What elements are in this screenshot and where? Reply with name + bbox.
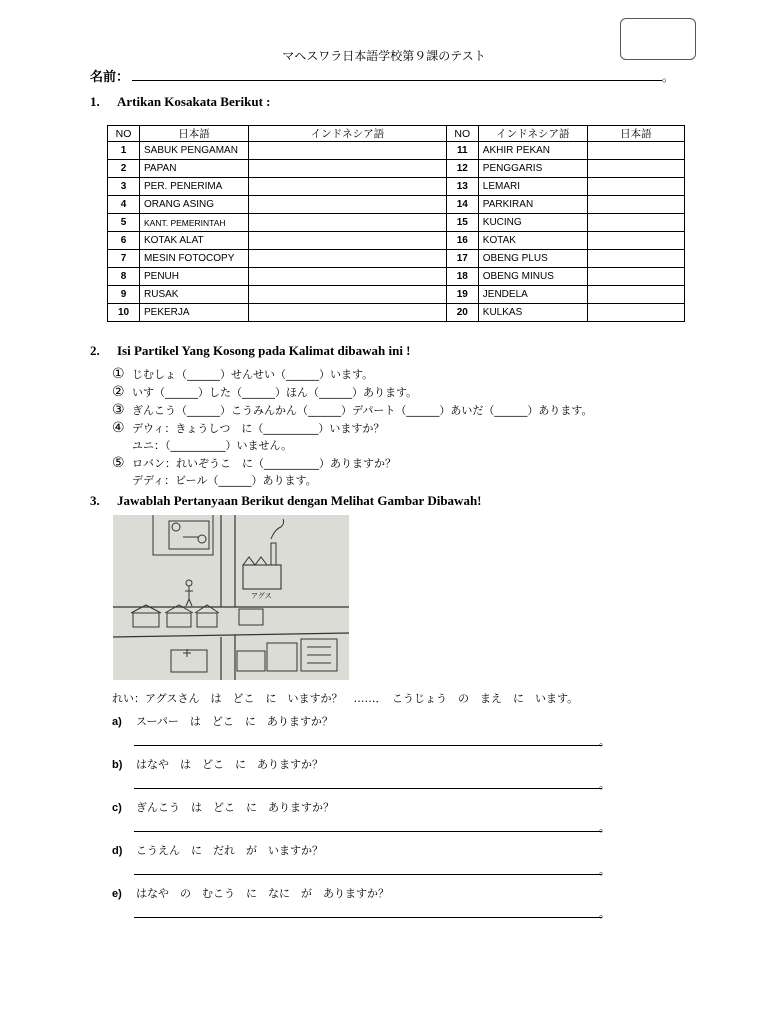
answer-cell[interactable] [587,250,684,268]
answer-cell[interactable] [249,250,447,268]
japanese-word: ORANG ASING [140,196,249,214]
picture-question [112,756,323,772]
answer-cell[interactable] [249,160,447,178]
question-label: d) [112,845,123,857]
section-1-title: Artikan Kosakata Berikut : [117,94,271,109]
answer-cell[interactable] [587,232,684,250]
vocab-table [107,125,685,322]
section-1-heading [90,94,270,110]
section-3-title: Jawablah Pertanyaan Berikut dengan Melihat Gambar Dibawah! [117,493,482,508]
example-sentence: れい：アグスさん は どこ に いますか？ ……． こうじょう の まえ に います。 [112,692,579,705]
particle-question-line [112,402,592,418]
particle-question-line [112,384,417,400]
indonesian-word: LEMARI [478,178,587,196]
row-number: 5 [108,214,140,232]
table-row [108,250,685,268]
answer-line[interactable] [134,831,602,832]
name-field[interactable] [132,80,662,81]
section-2-heading [90,343,411,359]
row-number: 13 [446,178,478,196]
question-text: ぎんこう（______）こうみんかん（______）デパート（______）あいだ（______）あります。 [132,404,593,417]
answer-line[interactable] [134,874,602,875]
japanese-word: PENUH [140,268,249,286]
answer-cell[interactable] [587,196,684,214]
answer-cell[interactable] [587,142,684,160]
question-text: じむしょ（______）せんせい（______）います。 [132,368,374,381]
question-number-mark: ④ [112,420,125,436]
answer-end-mark: 。 [599,864,610,877]
picture-question [112,799,334,815]
answer-cell[interactable] [587,214,684,232]
col-header: インドネシア語 [478,126,587,142]
row-number: 16 [446,232,478,250]
table-row [108,214,685,232]
row-number: 1 [108,142,140,160]
question-label: e) [112,888,122,900]
table-row [108,178,685,196]
answer-cell[interactable] [587,160,684,178]
question-label: b) [112,759,123,771]
picture-question [112,885,389,901]
row-number: 17 [446,250,478,268]
particle-question-line [112,455,396,471]
name-label: 名前： [90,70,130,85]
particle-question-line [112,472,317,488]
particle-question-line [112,420,384,436]
row-number: 11 [446,142,478,160]
row-number: 8 [108,268,140,286]
answer-end-mark: 。 [599,821,610,834]
row-number: 10 [108,304,140,322]
japanese-word: PER. PENERIMA [140,178,249,196]
picture-question [112,842,323,858]
town-map-drawing [113,515,349,680]
japanese-word: SABUK PENGAMAN [140,142,249,160]
answer-cell[interactable] [249,178,447,196]
japanese-word: RUSAK [140,286,249,304]
row-number: 3 [108,178,140,196]
answer-cell[interactable] [249,286,447,304]
question-number-mark: ⑤ [112,455,125,471]
col-header: 日本語 [140,126,249,142]
row-number: 20 [446,304,478,322]
col-header: NO [446,126,478,142]
answer-cell[interactable] [587,286,684,304]
question-text: いす（______）した（______）ほん（______）あります。 [132,386,418,399]
answer-end-mark: 。 [599,735,610,748]
answer-cell[interactable] [587,178,684,196]
answer-line[interactable] [134,917,602,918]
picture-question [112,713,333,729]
indonesian-word: AKHIR PEKAN [478,142,587,160]
table-row [108,160,685,178]
japanese-word: PEKERJA [140,304,249,322]
particle-question-line [112,437,292,453]
indonesian-word: KULKAS [478,304,587,322]
table-row [108,232,685,250]
question-label: a) [112,716,122,728]
japanese-word: KOTAK ALAT [140,232,249,250]
indonesian-word: JENDELA [478,286,587,304]
indonesian-word: KUCING [478,214,587,232]
answer-cell[interactable] [249,142,447,160]
question-text: はなや の むこう に なに が ありますか？ [136,887,389,900]
table-row [108,268,685,286]
question-text: こうえん に だれ が いますか？ [136,844,323,857]
question-text: デウィ：きょうしつ に（__________）いますか？ [132,422,385,435]
question-number-mark: ② [112,384,125,400]
japanese-word: KANT. PEMERINTAH [140,214,249,232]
row-number: 4 [108,196,140,214]
table-row [108,286,685,304]
question-number-mark: ③ [112,402,125,418]
answer-cell[interactable] [587,268,684,286]
answer-cell[interactable] [587,304,684,322]
row-number: 9 [108,286,140,304]
row-number: 6 [108,232,140,250]
question-text: はなや は どこ に ありますか？ [136,758,323,771]
particle-question-line [112,366,373,382]
row-number: 7 [108,250,140,268]
page-title: マヘスワラ日本語学校第９課のテスト [282,49,486,63]
indonesian-word: OBENG PLUS [478,250,587,268]
picture-label-agus: アグス [251,592,272,600]
col-header: 日本語 [587,126,684,142]
col-header: インドネシア語 [249,126,447,142]
answer-line[interactable] [134,745,602,746]
answer-end-mark: 。 [599,778,610,791]
indonesian-word: PARKIRAN [478,196,587,214]
indonesian-word: KOTAK [478,232,587,250]
question-text: デディ：ビール（______）あります。 [132,474,317,487]
answer-line[interactable] [134,788,602,789]
town-map-picture [113,515,349,680]
answer-cell[interactable] [249,196,447,214]
table-row [108,196,685,214]
answer-end-mark: 。 [599,907,610,920]
question-text: ユニ：（__________）いません。 [132,439,293,452]
table-row [108,142,685,160]
section-3-heading [90,493,482,509]
japanese-word: PAPAN [140,160,249,178]
row-number: 2 [108,160,140,178]
name-end-mark: 。 [662,70,675,84]
section-2-number: 2. [90,343,100,358]
japanese-word: MESIN FOTOCOPY [140,250,249,268]
question-text: スーパー は どこ に ありますか？ [136,715,333,728]
question-label: c) [112,802,122,814]
answer-cell[interactable] [249,268,447,286]
row-number: 19 [446,286,478,304]
row-number: 12 [446,160,478,178]
section-3-number: 3. [90,493,100,508]
row-number: 18 [446,268,478,286]
question-text: ロバン：れいぞうこ に（__________）ありますか？ [132,457,396,470]
table-row [108,304,685,322]
indonesian-word: OBENG MINUS [478,268,587,286]
answer-cell[interactable] [249,232,447,250]
section-2-title: Isi Partikel Yang Kosong pada Kalimat dibawah ini ! [117,343,411,358]
answer-cell[interactable] [249,214,447,232]
question-number-mark: ① [112,366,125,382]
col-header: NO [108,126,140,142]
answer-cell[interactable] [249,304,447,322]
vocab-header-row [108,126,685,142]
indonesian-word: PENGGARIS [478,160,587,178]
row-number: 15 [446,214,478,232]
question-text: ぎんこう は どこ に ありますか？ [136,801,334,814]
row-number: 14 [446,196,478,214]
section-1-number: 1. [90,94,100,109]
